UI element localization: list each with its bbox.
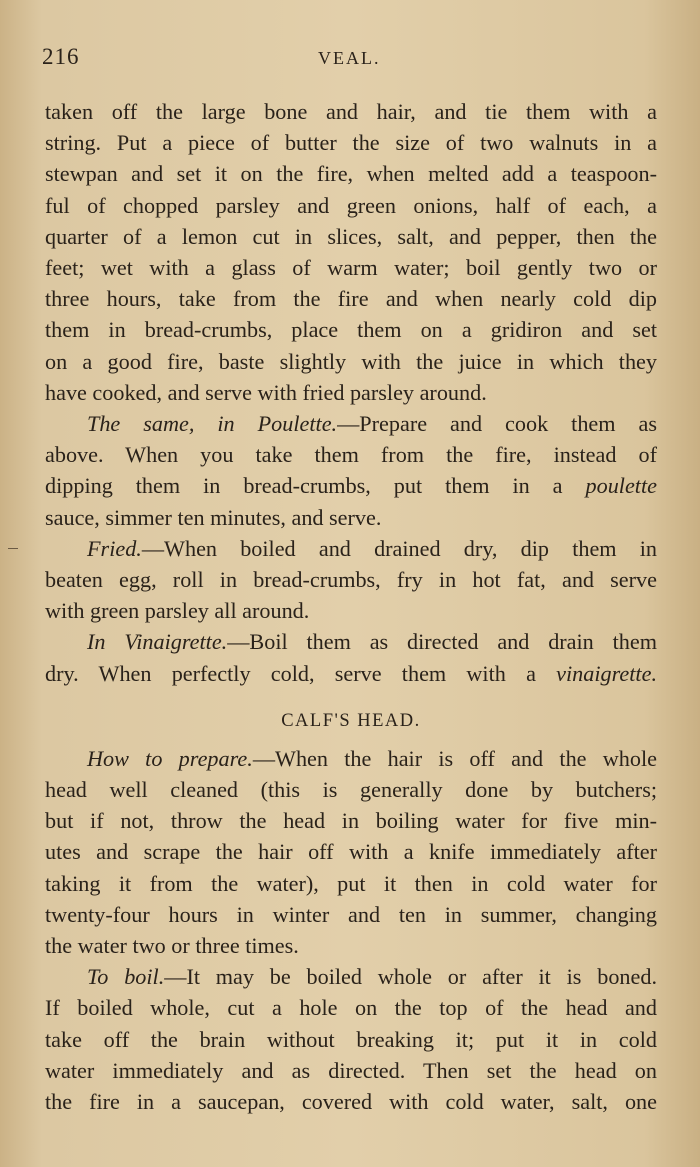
text-line	[45, 470, 657, 501]
recipe-heading: The same, in Poulette.	[87, 411, 338, 437]
text-line: sauce, simmer ten minutes, and serve.	[45, 504, 382, 530]
page-body	[45, 96, 657, 1117]
text-line: above. When you take them from the fire, instead of	[45, 442, 657, 468]
recipe-heading: To boil.	[87, 964, 165, 990]
text-run: —When the hair is off and the whole	[252, 745, 657, 771]
recipe-heading: Fried.	[87, 535, 142, 561]
paragraph-to-boil	[45, 961, 657, 1117]
text-run: —Prepare and cook them as	[337, 411, 657, 437]
text-line: but if not, throw the head in boiling water for five min-	[45, 808, 657, 834]
text-line: three hours, take from the fire and when nearly cold dip	[45, 286, 657, 312]
text-line: twenty-four hours in winter and ten in summer, changing	[45, 901, 657, 927]
text-line: water immediately and as directed. Then set the head on	[45, 1057, 657, 1083]
text-line: utes and scrape the hair off with a knife immediately after	[45, 839, 657, 865]
paragraph-feet-preparation	[45, 96, 657, 408]
paragraph-fried	[45, 533, 657, 627]
text-line	[45, 626, 657, 657]
spacer	[45, 689, 657, 701]
text-line	[45, 743, 657, 774]
text-line: take off the brain without breaking it; put it in cold	[45, 1026, 657, 1052]
text-line: quarter of a lemon cut in slices, salt, and pepper, then the	[45, 223, 657, 249]
text-line	[45, 533, 657, 564]
paragraph-poulette	[45, 408, 657, 533]
text-line: on a good fire, baste slightly with the juice in which they	[45, 348, 657, 374]
margin-mark	[8, 548, 18, 549]
text-line: have cooked, and serve with fried parsley around.	[45, 379, 487, 405]
text-line: string. Put a piece of butter the size of two walnuts in a	[45, 130, 657, 156]
text-line: beaten egg, roll in bread-crumbs, fry in hot fat, and serve	[45, 567, 657, 593]
text-line	[45, 408, 657, 439]
emphasis: vinaigrette.	[556, 660, 657, 686]
section-title: CALF'S HEAD.	[281, 710, 421, 731]
text-run: dry. When perfectly cold, serve them with a	[45, 660, 557, 686]
text-run: —When boiled and drained dry, dip them in	[141, 535, 657, 561]
text-line: head well cleaned (this is generally done by butchers;	[45, 777, 657, 803]
text-line: If boiled whole, cut a hole on the top of the head and	[45, 995, 657, 1021]
recipe-heading: In Vinaigrette.	[87, 629, 228, 655]
text-line: taken off the large bone and hair, and tie them with a	[45, 99, 657, 124]
text-line	[45, 658, 657, 689]
text-line: ful of chopped parsley and green onions, half of each, a	[45, 192, 657, 218]
running-head: VEAL.	[318, 48, 381, 68]
page-number: 216	[42, 44, 80, 69]
text-line: stewpan and set it on the fire, when melted add a teaspoon-	[45, 161, 657, 187]
text-run: —It may be boiled whole or after it is boned.	[164, 964, 657, 990]
text-line: feet; wet with a glass of warm water; boil gently two or	[45, 255, 657, 281]
text-run: —Boil them as directed and drain them	[227, 629, 657, 655]
text-line: with green parsley all around.	[45, 598, 310, 624]
emphasis: poulette	[585, 473, 657, 499]
text-line	[45, 961, 657, 992]
text-line: taking it from the water), put it then in cold water for	[45, 870, 657, 896]
text-line: the fire in a saucepan, covered with cold water, salt, one	[45, 1089, 657, 1115]
page-header	[0, 40, 700, 80]
recipe-heading: How to prepare.	[87, 745, 253, 771]
text-line: them in bread-crumbs, place them on a gridiron and set	[45, 317, 657, 343]
paragraph-vinaigrette	[45, 626, 657, 688]
text-line: the water two or three times.	[45, 933, 299, 959]
text-run: dipping them in bread-crumbs, put them in a	[45, 473, 586, 499]
paragraph-how-to-prepare	[45, 743, 657, 961]
